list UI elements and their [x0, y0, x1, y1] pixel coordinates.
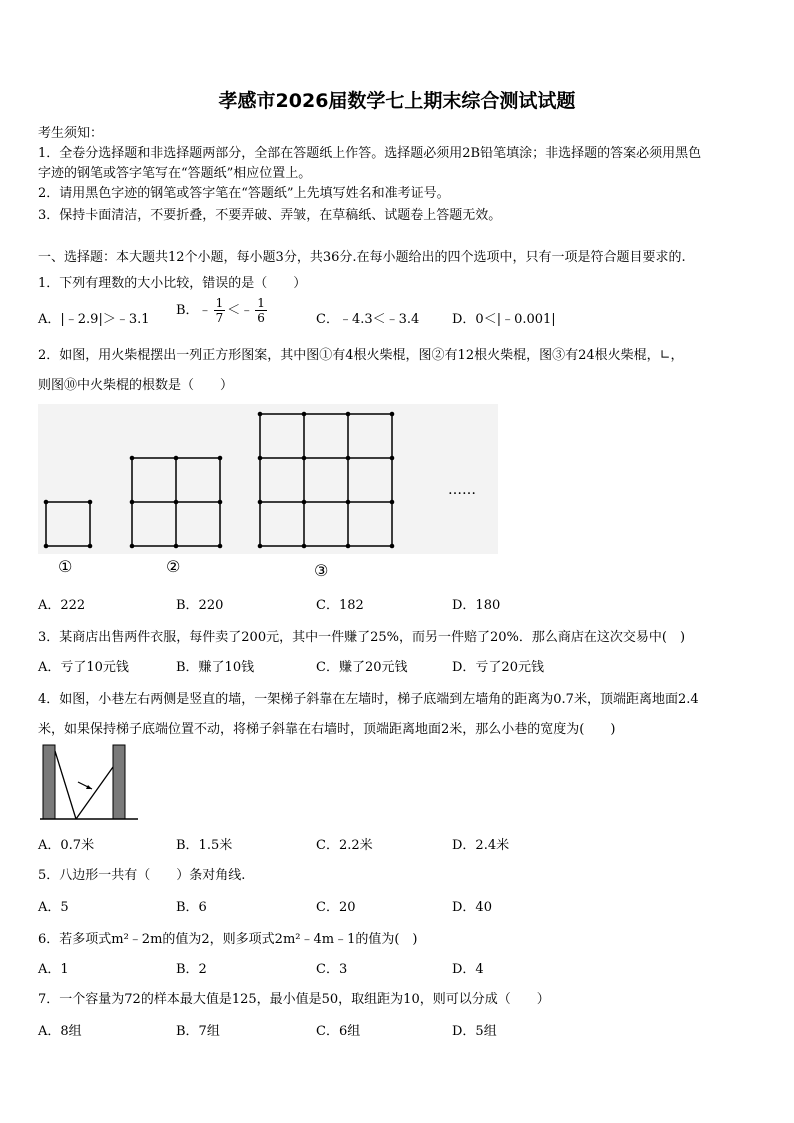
question-6-stem: 6．若多项式m²﹣2m的值为2，则多项式2m²﹣4m﹣1的值为( ): [38, 932, 418, 947]
q1-b-prefix: B．﹣: [176, 303, 212, 318]
q3-option-a: A．亏了10元钱: [38, 660, 129, 675]
notice-heading: 考生须知：: [38, 126, 104, 141]
numerator: 1: [215, 296, 224, 310]
fraction: [255, 296, 267, 325]
q6-option-b: B．2: [176, 962, 207, 977]
question-4-stem-1: 4．如图，小巷左右两侧是竖直的墙，一架梯子斜靠在左墙时，梯子底端到左墙角的距离为0.7米，顶端距离地面2.4: [38, 692, 699, 707]
notice-item: 1．全卷分选择题和非选择题两部分，全部在答题纸上作答。选择题必须用2B铅笔填涂；非选择题的答案必须用黑色: [38, 146, 702, 161]
q7-option-b: B．7组: [176, 1024, 220, 1039]
q7-option-d: D．5组: [452, 1024, 497, 1039]
question-5-stem: 5．八边形一共有（ ）条对角线.: [38, 868, 246, 883]
denominator: 6: [257, 311, 265, 325]
ladder-right: [76, 767, 113, 819]
question-2-stem-2: 则图⑩中火柴棍的根数是（ ）: [38, 378, 234, 393]
left-wall: [43, 745, 55, 819]
q1-option-c: C．﹣4.3＜﹣3.4: [316, 312, 420, 327]
q3-option-d: D．亏了20元钱: [452, 660, 544, 675]
notice-item: 字迹的钢笔或答字笔写在“答题纸”相应位置上。: [38, 166, 312, 181]
matchstick-figure: [38, 404, 498, 582]
figure-label-1: ①: [58, 557, 73, 576]
q2-option-c: C．182: [316, 598, 364, 613]
q7-option-a: A．8组: [38, 1024, 82, 1039]
q2-option-b: B．220: [176, 598, 224, 613]
q4-option-b: B．1.5米: [176, 838, 233, 853]
q2-option-d: D．180: [452, 598, 501, 613]
q6-option-d: D．4: [452, 962, 484, 977]
q3-option-c: C．赚了20元钱: [316, 660, 408, 675]
ladder-alley-figure: [40, 743, 140, 823]
q2-option-a: A．222: [38, 598, 86, 613]
notice-item: 3．保持卡面清洁，不要折叠，不要弄破、弄皱，在草稿纸、试题卷上答题无效。: [38, 208, 502, 223]
q1-option-b: [176, 296, 269, 325]
numerator: 1: [257, 296, 265, 310]
q6-option-c: C．3: [316, 962, 348, 977]
notice-item: 2．请用黑色字迹的钢笔或答字笔在“答题纸”上先填写姓名和准考证号。: [38, 186, 450, 201]
q1-b-mid: ＜﹣: [227, 303, 254, 318]
question-2-stem-1: 2．如图，用火柴棍摆出一列正方形图案，其中图①有4根火柴棍，图②有12根火柴棍，图③有24根火柴棍，∟，: [38, 348, 684, 363]
q4-option-a: A．0.7米: [38, 838, 95, 853]
q5-option-b: B．6: [176, 900, 207, 915]
question-4-stem-2: 米，如果保持梯子底端位置不动，将梯子斜靠在右墙时，顶端距离地面2米，那么小巷的宽度为( ): [38, 722, 616, 737]
figure-label-2: ②: [166, 557, 181, 576]
q1-option-d: D．0＜|﹣0.001|: [452, 312, 556, 327]
q1-option-a: A．|﹣2.9|＞﹣3.1: [38, 312, 150, 327]
right-wall: [113, 745, 125, 819]
denominator: 7: [215, 311, 224, 325]
figure-background: [38, 404, 498, 554]
section-heading: 一、选择题：本大题共12个小题，每小题3分，共36分.在每小题给出的四个选项中，只有一项是符合题目要求的.: [38, 250, 686, 265]
fraction: [214, 296, 226, 325]
page-title: 孝感市2026届数学七上期末综合测试试题: [218, 90, 576, 112]
q4-option-d: D．2.4米: [452, 838, 510, 853]
figure-label-3: ③: [314, 561, 329, 580]
question-3-stem: 3．某商店出售两件衣服，每件卖了200元，其中一件赚了25%，而另一件赔了20%．那么商店在这次交易中( ): [38, 630, 686, 645]
question-7-stem: 7．一个容量为72的样本最大值是125，最小值是50，取组距为10，则可以分成（ ）: [38, 992, 550, 1007]
figure-ellipsis: ……: [448, 482, 476, 498]
q3-option-b: B．赚了10钱: [176, 660, 255, 675]
q7-option-c: C．6组: [316, 1024, 361, 1039]
ladder-left: [55, 751, 76, 819]
q5-option-c: C．20: [316, 900, 356, 915]
question-1-stem: 1．下列有理数的大小比较，错误的是（ ）: [38, 276, 307, 291]
q6-option-a: A．1: [38, 962, 69, 977]
q5-option-a: A．5: [38, 900, 69, 915]
q5-option-d: D．40: [452, 900, 492, 915]
q4-option-c: C．2.2米: [316, 838, 373, 853]
